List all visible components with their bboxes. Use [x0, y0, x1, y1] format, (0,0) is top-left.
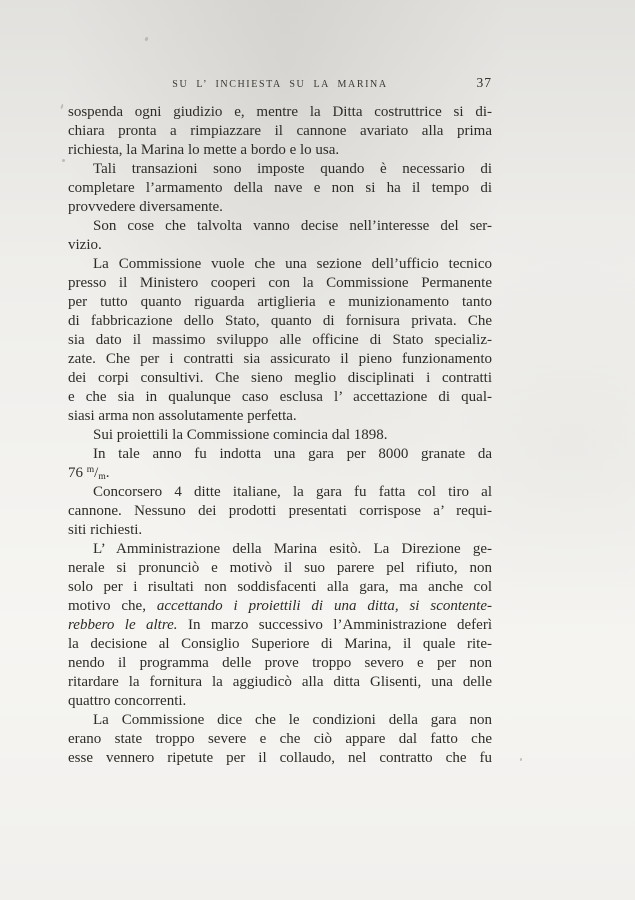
text-segment: La Commissione dice che le condizioni della gara non [93, 712, 492, 728]
text-segment: siti richiesti. [68, 522, 143, 538]
text-line [68, 103, 492, 122]
text-segment: rebbero le altre. [68, 617, 178, 633]
text-line [68, 673, 492, 692]
text-line [68, 236, 492, 255]
text-segment: Concorsero 4 ditte italiane, la gara fu fatta col tiro al [93, 484, 492, 500]
text-segment: presso il Ministero cooperi con la Commissione Permanente [68, 275, 492, 291]
text-line [68, 597, 492, 616]
text-line [68, 122, 492, 141]
scan-speck [60, 104, 63, 109]
text-segment: richiesta, la Marina lo mette a bordo e lo usa. [68, 142, 340, 158]
scan-speck [520, 758, 522, 761]
text-line [68, 141, 492, 160]
text-line [68, 483, 492, 502]
text-segment: completare l’armamento della nave e non si ha il tempo di [68, 180, 492, 196]
text-line [68, 179, 492, 198]
text-line [68, 388, 492, 407]
page-number: 37 [476, 75, 492, 90]
text-segment: per tutto quanto riguarda artiglieria e munizionamento tanto [68, 294, 492, 310]
scan-speck [144, 37, 148, 42]
text-segment: nendo il programma delle prove troppo severo e per non [68, 655, 492, 671]
text-segment: m [86, 465, 95, 475]
text-segment: chiara pronta a rimpiazzare il cannone avariato alla prima [68, 123, 492, 139]
text-line [68, 616, 492, 635]
text-segment: siasi arma non assolutamente perfetta. [68, 408, 297, 424]
text-segment: . [105, 465, 110, 481]
text-segment: provvedere diversamente. [68, 199, 223, 215]
text-segment: erano state troppo severe e che ciò appare dal fatto che [68, 731, 492, 747]
text-segment: In marzo successivo l’Amministrazione deferì [177, 617, 492, 633]
text-segment: vizio. [68, 237, 102, 253]
text-line [68, 730, 492, 749]
text-line [68, 654, 492, 673]
text-segment: / [94, 465, 99, 481]
scan-speck [62, 159, 65, 162]
text-segment: dei corpi consultivi. Che sieno meglio disciplinati i contratti [68, 370, 492, 386]
text-line [68, 502, 492, 521]
text-line [68, 749, 492, 768]
text-segment: L’ Amministrazione della Marina esitò. La Direzione ge- [93, 541, 492, 557]
text-line [68, 426, 492, 445]
body-text [68, 103, 492, 768]
text-segment: La Commissione vuole che una sezione dell’ufficio tecnico [93, 256, 492, 272]
text-line [68, 350, 492, 369]
text-line [68, 293, 492, 312]
text-segment: Son cose che talvolta vanno decise nell’interesse del ser- [93, 218, 492, 234]
text-segment: di fabbricazione dello Stato, quanto di fornisura privata. Che [68, 313, 492, 329]
text-segment: Sui proiettili la Commissione comincia dal 1898. [93, 427, 388, 443]
text-segment: 76 [68, 465, 87, 481]
text-segment: sia dato il massimo sviluppo alle officine di Stato specializ- [68, 332, 492, 348]
text-segment: cannone. Nessuno dei prodotti presentati corrispose a’ requi- [68, 503, 492, 519]
text-segment: la decisione al Consiglio Superiore di Marina, il quale rite- [68, 636, 492, 652]
text-segment: solo per i risultati non soddisfacenti alla gara, ma anche col [68, 579, 492, 595]
text-segment: accettando i proiettili di una ditta, si scontente- [156, 598, 492, 614]
text-line [68, 198, 492, 217]
text-segment: nerale si pronunciò e motivò il suo parere pel rifiuto, non [68, 560, 492, 576]
text-line [68, 464, 492, 483]
text-segment: e che sia in qualunque caso esclusa l’ accettazione di qual- [68, 389, 492, 405]
text-line [68, 445, 492, 464]
text-line [68, 578, 492, 597]
text-line [68, 331, 492, 350]
text-line [68, 635, 492, 654]
text-line [68, 217, 492, 236]
text-line [68, 160, 492, 179]
text-line [68, 312, 492, 331]
text-segment: sospenda ogni giudizio e, mentre la Ditta costruttrice si di- [68, 104, 492, 120]
text-line [68, 711, 492, 730]
text-line [68, 407, 492, 426]
running-header [68, 75, 492, 94]
text-line [68, 692, 492, 711]
text-segment: quattro concorrenti. [68, 693, 187, 709]
text-segment: zate. Che per i contratti sia assicurato il pieno funzionamento [68, 351, 492, 367]
text-segment: Tali transazioni sono imposte quando è necessario di [93, 161, 492, 177]
text-segment: ritardare la fornitura la aggiudicò alla ditta Glisenti, una delle [68, 674, 492, 690]
text-line [68, 274, 492, 293]
text-line [68, 521, 492, 540]
text-line [68, 255, 492, 274]
text-segment: In tale anno fu indotta una gara per 8000 granate da [93, 446, 492, 462]
text-line [68, 369, 492, 388]
running-header-title: SU L’ INCHIESTA SU LA MARINA [172, 79, 388, 90]
text-segment: m [98, 472, 106, 482]
text-line [68, 559, 492, 578]
text-line [68, 540, 492, 559]
text-segment: motivo che, [68, 598, 157, 614]
text-segment: esse vennero ripetute per il collaudo, nel contratto che fu [68, 750, 492, 766]
